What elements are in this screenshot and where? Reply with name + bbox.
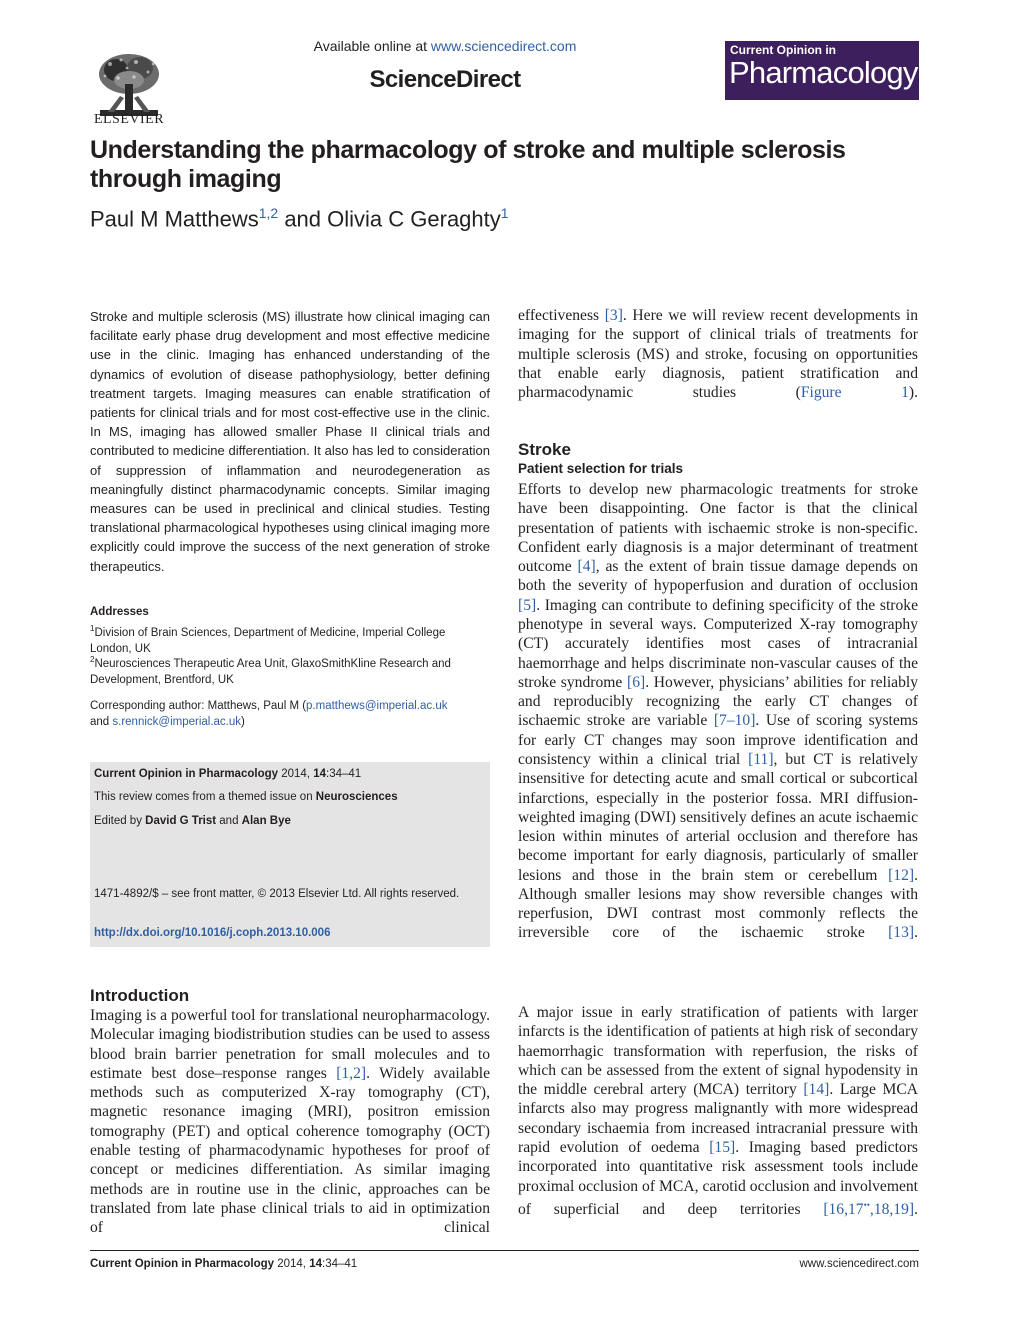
citation-line <box>94 766 484 782</box>
doi-link[interactable]: http://dx.doi.org/10.1016/j.coph.2013.10.006 <box>94 927 331 939</box>
copyright-line: 1471-4892/$ – see front matter, © 2013 Elsevier Ltd. All rights reserved. <box>94 888 460 900</box>
stratification-paragraph <box>518 1003 918 1219</box>
address-number: 2 <box>90 655 95 664</box>
citation-link[interactable]: [11] <box>748 750 774 768</box>
citation-close: ,18,19] <box>869 1201 915 1218</box>
text-run: . Widely available methods such as computerized X-ray tomography (CT), magnetic resonance imaging (MRI), positron emission tomography (PET) and optical coherence tomography (OCT) enable testing of pharmacodynamic hypotheses for proof of concept or medicines differentiation. As similar imaging methods are in routine use in the clinic, approaches can be translated from late phase clinical trials to aid in optimization of clinical <box>90 1064 490 1237</box>
text-run: . <box>914 924 918 942</box>
footer-year: 2014, <box>274 1258 310 1270</box>
introduction-paragraph <box>90 1006 490 1237</box>
citation-open: [16,17 <box>823 1201 864 1218</box>
journal-banner-line2: Pharmacology <box>729 55 918 90</box>
review-scope-paragraph <box>518 306 918 402</box>
article-title: Understanding the pharmacology of stroke and multiple sclerosis through imaging <box>90 136 846 193</box>
stroke-heading: Stroke <box>518 440 571 459</box>
editor-joiner: and <box>216 815 242 827</box>
text-run: A major issue in early stratification of patients with larger infarcts is the identification of patients at high risk of secondary haemorrhagic transformation with reperfusion, the risks of which can be assessed from the extent of signal hypodensity in the middle cerebral artery (MCA) territory <box>518 1004 918 1099</box>
figure-link[interactable]: Figure 1 <box>800 384 909 402</box>
email-link[interactable]: p.matthews@imperial.ac.uk <box>306 700 448 712</box>
author-affiliation[interactable]: 1,2 <box>258 205 279 221</box>
citation-link[interactable] <box>823 1201 914 1218</box>
footer-volume: 14 <box>309 1258 322 1270</box>
citation-link[interactable]: [15] <box>709 1138 736 1156</box>
footer-pages: :34–41 <box>322 1258 358 1270</box>
citation-link[interactable]: [1,2] <box>336 1064 367 1082</box>
citation-link[interactable]: [13] <box>888 924 915 942</box>
journal-name: Current Opinion in Pharmacology <box>94 768 279 780</box>
article-info-box <box>90 762 490 947</box>
sciencedirect-link[interactable]: www.sciencedirect.com <box>430 38 577 54</box>
address-text: Division of Brain Sciences, Department of Medicine, Imperial College London, UK <box>90 626 446 655</box>
text-run: . Large MCA infarcts also may progress malignantly with more widespread secondary ischaemia from increased intracranial pressure with rapid evolution of oedema <box>518 1081 918 1156</box>
available-prefix: Available online at <box>313 38 431 54</box>
citation-link[interactable]: [3] <box>604 307 623 324</box>
author-affiliation[interactable]: 1 <box>500 205 509 221</box>
edited-prefix: Edited by <box>94 815 146 827</box>
journal-banner-line1: Current Opinion in <box>730 43 836 57</box>
author-name: Paul M Matthews <box>90 206 259 232</box>
footer-divider <box>90 1250 919 1251</box>
address-2 <box>90 652 490 688</box>
text-run: ). <box>908 384 918 402</box>
journal-banner <box>725 41 919 100</box>
key-reference-mark: •• <box>863 1199 870 1210</box>
patient-selection-heading: Patient selection for trials <box>518 461 684 476</box>
availability-line <box>220 38 670 54</box>
citation-link[interactable]: [14] <box>803 1081 830 1099</box>
abstract: Stroke and multiple sclerosis (MS) illustrate how clinical imaging can facilitate early phase drug development and most effective medicine use in the clinic. Imaging has enhanced understanding of the dynamics of evolution of disease pathophysiology, better defining treatment targets. Imaging measures can enable stratification of patients for clinical trials and for most cost-effective use in the clinic. In MS, imaging has allowed smaller Phase II clinical trials and contributed to medicine differentiation. It also has led to consideration of suppression of inflammation and neurodegeneration as meaningfully distinct pharmacodynamic concepts. Similar imaging measures can be used in preclinical and clinical studies. Testing translational pharmacological hypotheses using clinical imaging more explicitly could improve the success of the next generation of stroke therapeutics. <box>90 309 490 574</box>
editors-line <box>94 813 484 829</box>
text-run: . Imaging can contribute to defining specificity of the stroke phenotype in several ways. Computerized X-ray tomography (CT) accurately identifies most cases of intracranial haemorrhage and helps discriminate non-vascular causes of the stroke syndrome <box>518 596 918 691</box>
text-run: Imaging is a powerful tool for translational neuropharmacology. Molecular imaging biodistribution studies can be used to assess blood brain barrier penetration for small molecules and to estimate best dose–response ranges <box>90 1007 490 1082</box>
citation-link[interactable]: [5] <box>518 596 537 614</box>
text-run: . Here we will review recent developments in imaging for the support of clinical trials of treatments for multiple sclerosis (MS) and stroke, focusing on opportunities that enable early diagnosis, patient stratification and pharmacodynamic studies ( <box>518 307 918 402</box>
publisher-wordmark: ELSEVIER <box>93 112 165 127</box>
text-run: . Use of scoring systems for early CT changes may soon improve identification and consistency within a clinical trial <box>518 712 918 768</box>
address-number: 1 <box>90 624 95 633</box>
addresses-heading: Addresses <box>90 606 149 618</box>
author-joiner: and <box>278 206 328 232</box>
editor-name: David G Trist <box>145 815 217 827</box>
address-text: Neurosciences Therapeutic Area Unit, GlaxoSmithKline Research and Development, Brentford, UK <box>90 657 451 686</box>
author-name: Olivia C Geraghty <box>327 206 501 232</box>
footer-citation <box>90 1258 357 1270</box>
introduction-heading: Introduction <box>90 986 190 1005</box>
text-run: . Imaging based predictors incorporated into quantitative risk assessment tools include proximal occlusion of MCA, carotid occlusion and involvement of superficial and deep territories <box>518 1138 918 1218</box>
corresponding-and: and <box>90 715 113 728</box>
corresponding-prefix: Corresponding author: Matthews, Paul M ( <box>90 700 307 712</box>
corresponding-author <box>90 699 490 731</box>
citation-link[interactable]: [12] <box>888 866 915 884</box>
theme-name: Neurosciences <box>315 791 398 803</box>
citation-link[interactable]: [7–10] <box>713 712 756 730</box>
corresponding-close: ) <box>241 715 245 728</box>
editor-name: Alan Bye <box>241 815 291 827</box>
sciencedirect-brand: ScienceDirect <box>369 66 521 93</box>
footer-journal: Current Opinion in Pharmacology <box>90 1258 275 1270</box>
themed-issue-line <box>94 789 484 805</box>
author-list <box>90 198 930 234</box>
citation-year: 2014, <box>278 768 314 780</box>
text-run: , but CT is relatively insensitive for detecting acute and small cortical or subcortical infarctions, especially in the posterior fossa. MRI diffusion-weighted imaging (DWI) sensitively defines an acute ischaemic lesion within minutes of arterial occlusion and therefore has become important for early diagnosis, particularly of smaller lesions and those in the brain stem or cerebellum <box>518 750 918 884</box>
citation-volume: 14 <box>313 768 326 780</box>
theme-prefix: This review comes from a themed issue on <box>94 791 316 803</box>
text-run: , as the extent of brain tissue damage depends on both the severity of hypoperfusion and duration of occlusion <box>518 558 918 595</box>
email-link[interactable]: s.rennick@imperial.ac.uk <box>112 715 242 728</box>
text-run: . However, physicians’ abilities for reliably and reproducibly recognizing the early CT changes of ischaemic stroke are variable <box>518 673 919 730</box>
text-run: effectiveness <box>518 307 605 324</box>
text-run: Efforts to develop new pharmacologic treatments for stroke have been disappointing. One factor is that the clinical presentation of patients with ischaemic stroke is non-specific. Confident early diagnosis is a major determinant of treatment outcome <box>518 481 918 576</box>
patient-selection-paragraph <box>518 480 918 943</box>
text-run: . <box>914 1201 918 1218</box>
citation-link[interactable]: [4] <box>577 558 596 576</box>
citation-pages: :34–41 <box>326 768 362 780</box>
footer-url[interactable]: www.sciencedirect.com <box>799 1258 919 1270</box>
text-run: . Although smaller lesions may show reversible changes with reperfusion, DWI contrast most commonly reflects the irreversible core of the ischaemic stroke <box>518 866 918 942</box>
citation-link[interactable]: [6] <box>627 673 646 691</box>
